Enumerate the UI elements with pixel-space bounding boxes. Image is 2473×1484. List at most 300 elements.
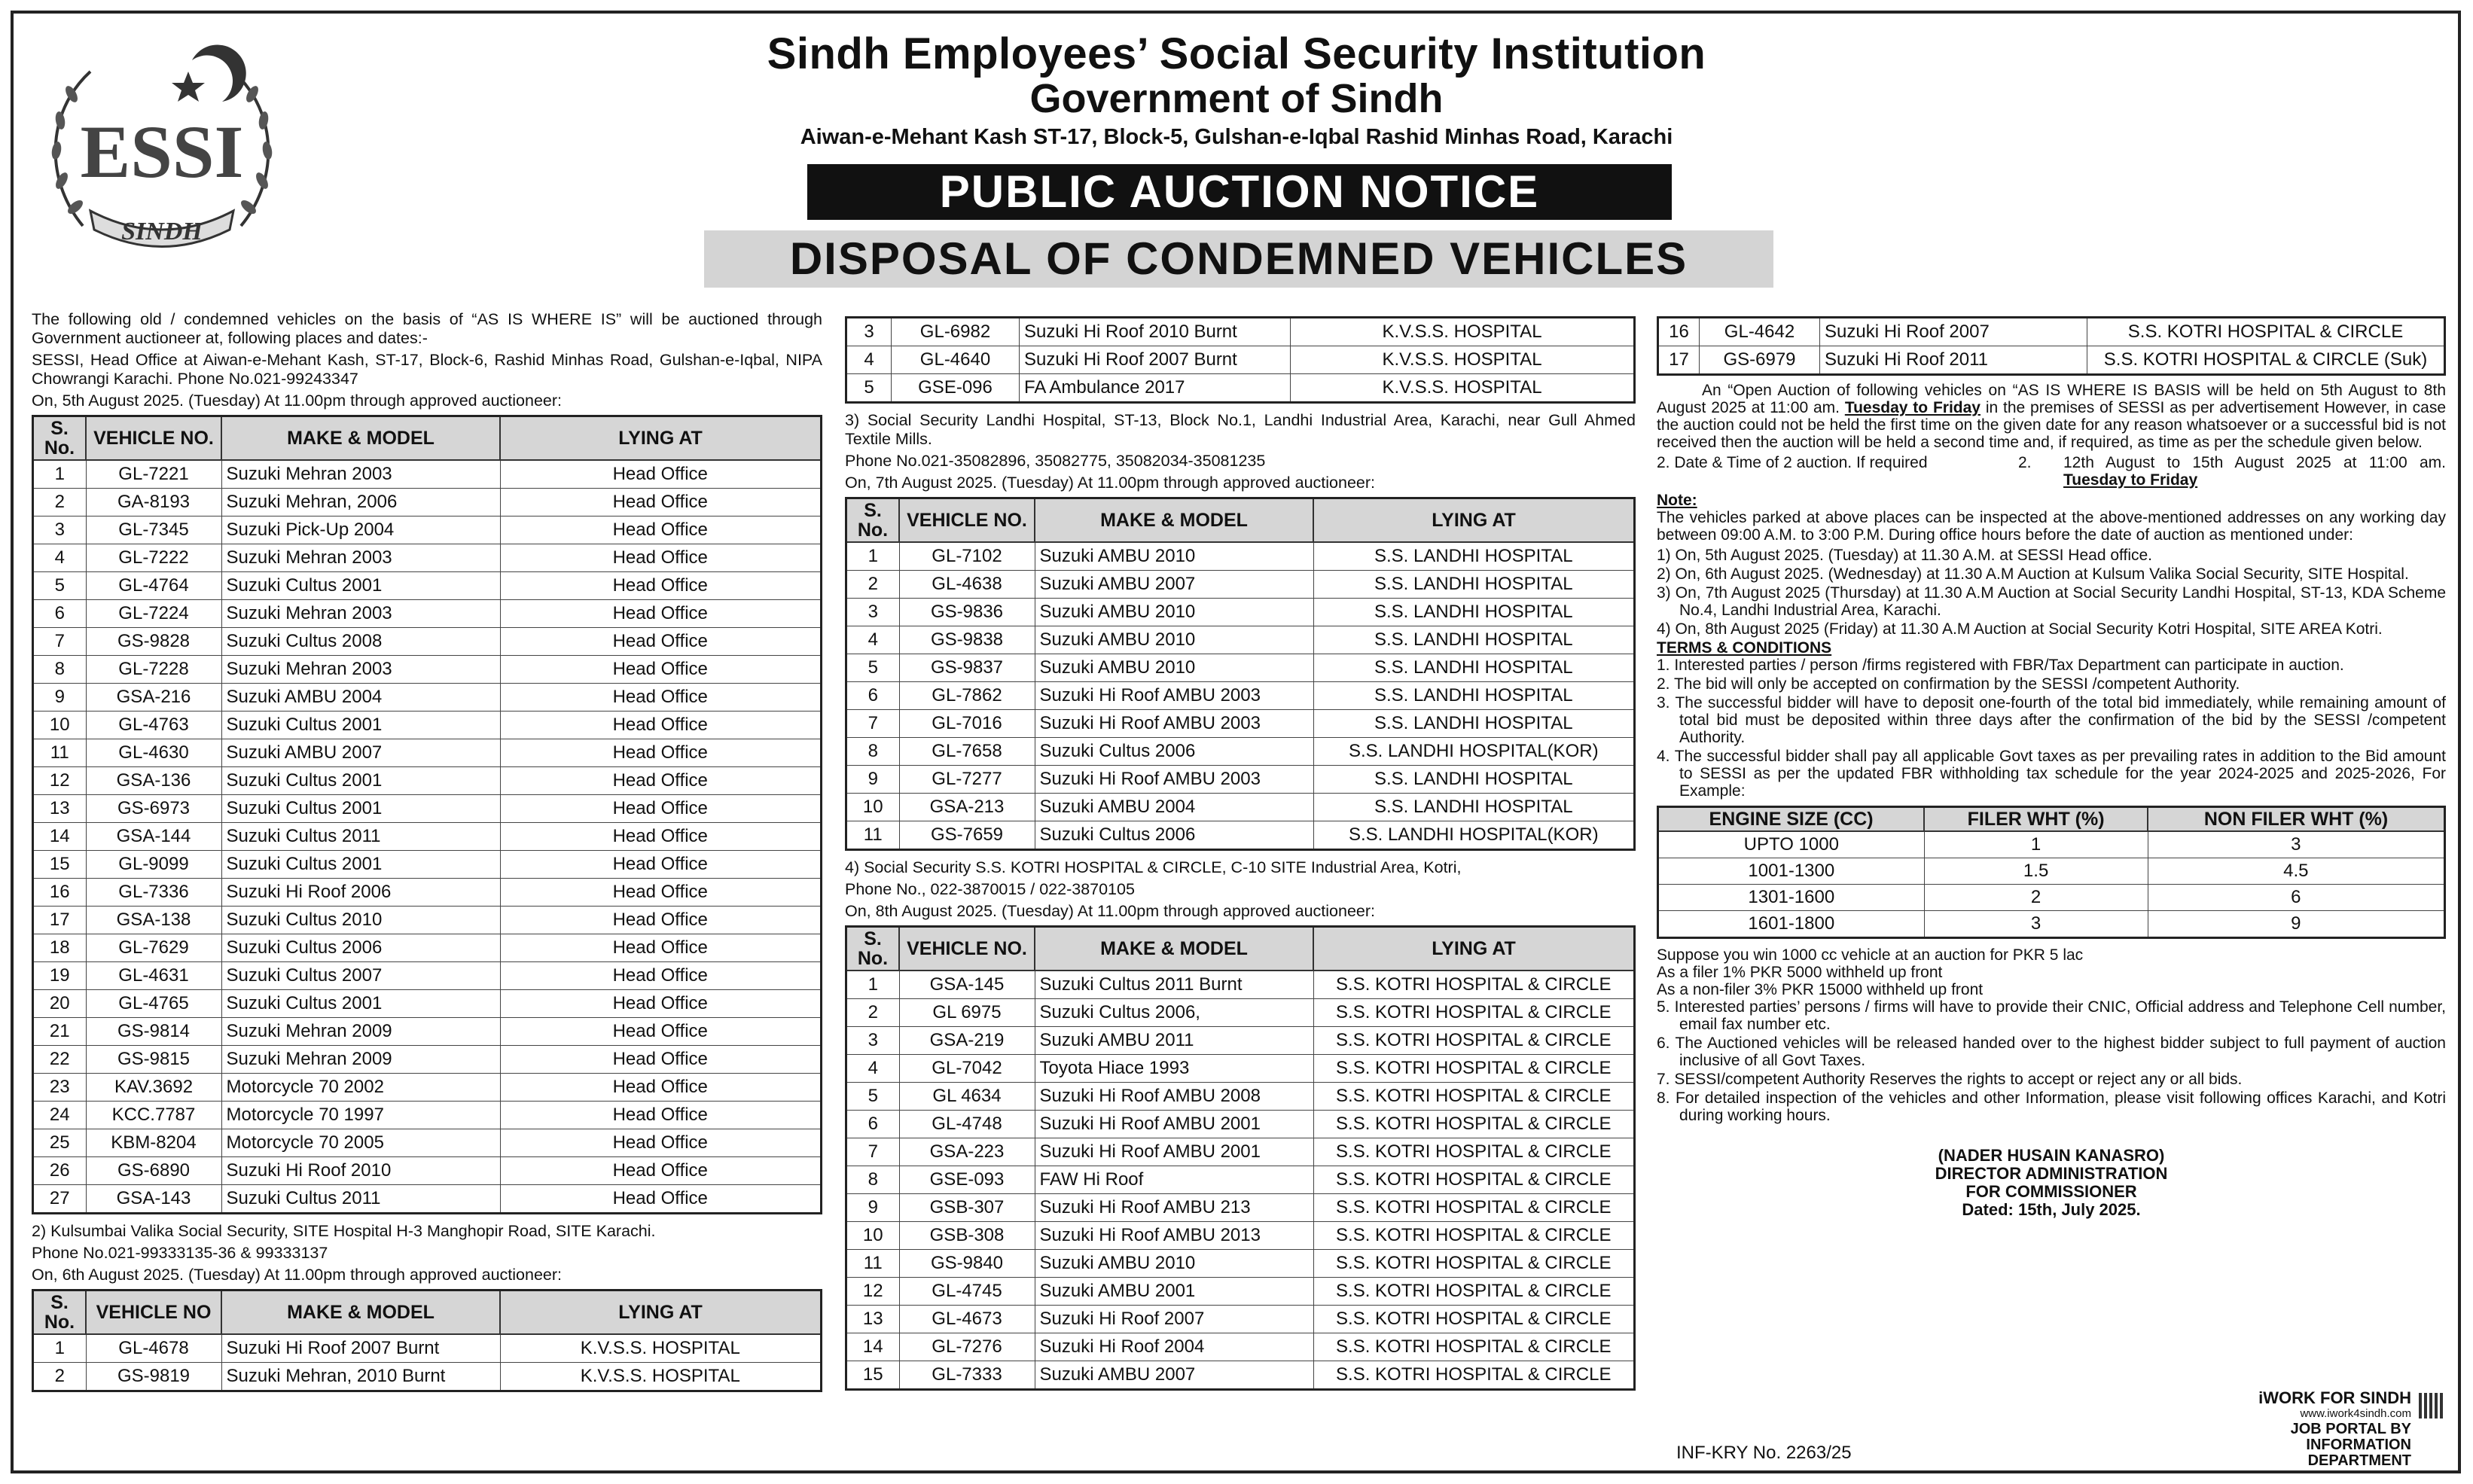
sno-cell: 8 — [846, 738, 900, 766]
make-model-cell: Suzuki Cultus 2006, — [1035, 999, 1313, 1027]
landhi-row — [846, 738, 1635, 766]
head-office-row — [33, 795, 822, 823]
vehicle-no-cell: GS-9819 — [86, 1363, 221, 1391]
kotri-row — [846, 1111, 1635, 1138]
vehicle-no-cell: GL-7629 — [86, 934, 221, 962]
note-item: 4) On, 8th August 2025 (Friday) at 11.30 A.M Auction at Social Security Kotri Hospital, SITE AREA Kotri. — [1657, 620, 2383, 638]
vehicle-no-cell: KCC.7787 — [86, 1102, 221, 1129]
sno-cell: 17 — [1658, 346, 1700, 375]
vehicle-no-cell: GL 6975 — [899, 999, 1035, 1027]
tax-cell: 1.5 — [1924, 858, 2148, 885]
term-item: 5. Interested parties’ persons / firms will have to provide their CNIC, Official address and Telephone Cell number, email fax number etc. — [1657, 998, 2446, 1033]
head-office-row — [33, 1102, 822, 1129]
sno-cell: 5 — [846, 1083, 900, 1111]
sno-cell: 27 — [33, 1185, 87, 1214]
head-office-row — [33, 517, 822, 544]
vehicle-no-cell: GL-7862 — [899, 682, 1035, 710]
make-model-cell: Motorcycle 70 2005 — [221, 1129, 500, 1157]
tax-table — [1657, 806, 2446, 939]
vehicle-no-cell: GSE-096 — [892, 374, 1020, 403]
sno-cell: 14 — [33, 823, 87, 851]
vehicle-no-cell: GL-4748 — [899, 1111, 1035, 1138]
lying-at-cell: S.S. KOTRI HOSPITAL & CIRCLE — [2087, 318, 2445, 346]
landhi-vehicle-table — [845, 497, 1636, 851]
make-model-cell: Suzuki Hi Roof AMBU 2003 — [1035, 682, 1313, 710]
vehicle-no-cell: GSA-219 — [899, 1027, 1035, 1055]
vehicle-no-cell: GL-7228 — [86, 656, 221, 684]
vehicle-no-cell: GL-4765 — [86, 990, 221, 1018]
lying-at-cell: S.S. KOTRI HOSPITAL & CIRCLE — [1313, 1250, 1635, 1278]
vehicle-no-cell: GSB-308 — [899, 1222, 1035, 1250]
make-model-cell: Suzuki Cultus 2001 — [221, 795, 500, 823]
sno-cell: 2 — [33, 489, 87, 517]
kvss-row — [846, 346, 1635, 374]
make-model-cell: Suzuki AMBU 2010 — [1035, 654, 1313, 682]
tax-example — [1657, 946, 2446, 998]
kotri-vehicle-table-part1 — [845, 925, 1636, 1391]
sno-cell: 24 — [33, 1102, 87, 1129]
vehicle-no-cell: GS-9840 — [899, 1250, 1035, 1278]
make-model-cell: Suzuki Cultus 2011 — [221, 823, 500, 851]
tax-header: FILER WHT (%) — [1924, 807, 2148, 832]
vehicle-no-cell: GSA-213 — [899, 794, 1035, 821]
logo-sindh-text: SINDH — [121, 218, 203, 245]
sno-cell: 3 — [33, 517, 87, 544]
make-model-cell: Suzuki Hi Roof 2004 — [1035, 1333, 1313, 1361]
vehicle-no-cell: GL-4638 — [899, 571, 1035, 599]
second-auction-row: 2. Date & Time of 2 auction. If required 2. 12th August to 15th August 2025 at 11:00 am. Tuesday to Friday — [1657, 454, 2446, 489]
sno-cell: 9 — [846, 1194, 900, 1222]
lying-at-cell: Head Office — [500, 1018, 822, 1046]
lying-at-cell: K.V.S.S. HOSPITAL — [1291, 318, 1635, 346]
sno-cell: 6 — [33, 600, 87, 628]
example-line: As a filer 1% PKR 5000 withheld up front — [1657, 964, 1943, 981]
lying-at-cell: S.S. KOTRI HOSPITAL & CIRCLE — [1313, 1333, 1635, 1361]
sno-cell: 5 — [846, 654, 900, 682]
lying-at-cell: Head Office — [500, 851, 822, 879]
make-model-cell: Suzuki AMBU 2007 — [1035, 1361, 1313, 1390]
i-icon: i — [2258, 1388, 2264, 1407]
make-model-cell: Suzuki Mehran 2003 — [221, 460, 500, 489]
make-model-cell: Suzuki Mehran 2009 — [221, 1046, 500, 1074]
col-make: MAKE & MODEL — [221, 416, 500, 461]
lying-at-cell: K.V.S.S. HOSPITAL — [1291, 346, 1635, 374]
lying-at-cell: Head Office — [500, 628, 822, 656]
make-model-cell: Suzuki Hi Roof AMBU 2003 — [1035, 710, 1313, 738]
tax-cell: 4.5 — [2148, 858, 2444, 885]
vehicle-no-cell: GL-7042 — [899, 1055, 1035, 1083]
lying-at-cell: Head Office — [500, 934, 822, 962]
sno-cell: 9 — [33, 684, 87, 712]
kotri-row — [1658, 346, 2445, 375]
head-office-row — [33, 1074, 822, 1102]
landhi-row — [846, 571, 1635, 599]
col-lying: LYING AT — [500, 416, 822, 461]
make-model-cell: Suzuki Hi Roof AMBU 2001 — [1035, 1138, 1313, 1166]
lying-at-cell: S.S. LANDHI HOSPITAL(KOR) — [1313, 821, 1635, 850]
col-vehicle: VEHICLE NO — [86, 1291, 221, 1335]
lying-at-cell: K.V.S.S. HOSPITAL — [500, 1334, 822, 1363]
head-office-row — [33, 962, 822, 990]
vehicle-no-cell: GSA-136 — [86, 767, 221, 795]
lying-at-cell: Head Office — [500, 656, 822, 684]
sno-cell: 11 — [33, 739, 87, 767]
make-model-cell: Suzuki AMBU 2007 — [1035, 571, 1313, 599]
col-lying: LYING AT — [1313, 498, 1635, 543]
sno-cell: 6 — [846, 682, 900, 710]
inf-number: INF-KRY No. 2263/25 — [1676, 1443, 1852, 1463]
lying-at-cell: S.S. KOTRI HOSPITAL & CIRCLE — [1313, 1166, 1635, 1194]
tax-cell: 1 — [1924, 831, 2148, 858]
head-office-row — [33, 934, 822, 962]
vehicle-no-cell: GSA-143 — [86, 1185, 221, 1214]
column-2 — [845, 316, 1636, 1398]
sno-cell: 10 — [846, 794, 900, 821]
lying-at-cell: S.S. KOTRI HOSPITAL & CIRCLE — [1313, 1138, 1635, 1166]
vehicle-no-cell: GS-9836 — [899, 599, 1035, 626]
vehicle-no-cell: GSA-144 — [86, 823, 221, 851]
vehicle-no-cell: GL-7345 — [86, 517, 221, 544]
tax-cell: 6 — [2148, 885, 2444, 911]
term-item: 7. SESSI/competent Authority Reserves the rights to accept or reject any or all bids. — [1657, 1071, 2243, 1088]
sno-cell: 3 — [846, 599, 900, 626]
sno-cell: 1 — [846, 971, 900, 999]
make-model-cell: Suzuki Cultus 2008 — [221, 628, 500, 656]
make-model-cell: Suzuki Mehran, 2010 Burnt — [221, 1363, 500, 1391]
col-sno: S. No. — [846, 498, 900, 543]
vehicle-no-cell: GL-4640 — [892, 346, 1020, 374]
make-model-cell: Suzuki Hi Roof 2010 Burnt — [1020, 318, 1291, 346]
sno-cell: 12 — [846, 1278, 900, 1306]
col-make: MAKE & MODEL — [221, 1291, 500, 1335]
lying-at-cell: Head Office — [500, 1185, 822, 1214]
make-model-cell: Suzuki AMBU 2010 — [1035, 626, 1313, 654]
lying-at-cell: S.S. KOTRI HOSPITAL & CIRCLE — [1313, 1083, 1635, 1111]
kotri-row — [846, 1027, 1635, 1055]
lying-at-cell: Head Office — [500, 460, 822, 489]
sno-cell: 23 — [33, 1074, 87, 1102]
sno-cell: 16 — [33, 879, 87, 907]
lying-at-cell: Head Office — [500, 767, 822, 795]
lying-at-cell: Head Office — [500, 544, 822, 572]
make-model-cell: Suzuki Cultus 2001 — [221, 572, 500, 600]
kvss-row — [846, 318, 1635, 346]
lying-at-cell: Head Office — [500, 962, 822, 990]
kotri-vehicle-table-part2 — [1657, 316, 2446, 376]
head-office-row — [33, 656, 822, 684]
terms-list-b — [1657, 998, 2446, 1124]
lying-at-cell: S.S. LANDHI HOSPITAL — [1313, 710, 1635, 738]
sno-cell: 18 — [33, 934, 87, 962]
vehicle-no-cell: GS-6890 — [86, 1157, 221, 1185]
head-office-row — [33, 767, 822, 795]
vehicle-no-cell: KBM-8204 — [86, 1129, 221, 1157]
vehicle-no-cell: GL-4745 — [899, 1278, 1035, 1306]
tax-header: ENGINE SIZE (CC) — [1658, 807, 1925, 832]
make-model-cell: Suzuki Cultus 2006 — [221, 934, 500, 962]
sno-cell: 15 — [33, 851, 87, 879]
kotri-row — [846, 1166, 1635, 1194]
tax-cell: 1001-1300 — [1658, 858, 1925, 885]
lying-at-cell: Head Office — [500, 600, 822, 628]
lying-at-cell: S.S. LANDHI HOSPITAL — [1313, 571, 1635, 599]
note-item: 3) On, 7th August 2025 (Thursday) at 11.30 A.M Auction at Social Security Landhi Hospital, ST-13, KDA Scheme No.4, Landhi Industrial Area, Karachi. — [1657, 584, 2446, 619]
make-model-cell: Motorcycle 70 2002 — [221, 1074, 500, 1102]
lying-at-cell: S.S. LANDHI HOSPITAL — [1313, 682, 1635, 710]
sno-cell: 3 — [846, 318, 892, 346]
kotri-row — [846, 999, 1635, 1027]
make-model-cell: Suzuki Hi Roof 2007 Burnt — [1020, 346, 1291, 374]
tax-row — [1658, 885, 2445, 911]
lying-at-cell: Head Office — [500, 1074, 822, 1102]
sno-cell: 7 — [846, 710, 900, 738]
vehicle-no-cell: GL-7221 — [86, 460, 221, 489]
vehicle-no-cell: GL-6982 — [892, 318, 1020, 346]
tax-cell: 9 — [2148, 911, 2444, 938]
make-model-cell: Suzuki Hi Roof 2006 — [221, 879, 500, 907]
sno-cell: 20 — [33, 990, 87, 1018]
sno-cell: 5 — [33, 572, 87, 600]
lying-at-cell: Head Office — [500, 990, 822, 1018]
note-heading: Note: — [1657, 492, 1697, 509]
vehicle-no-cell: GL-7102 — [899, 542, 1035, 571]
tax-row — [1658, 831, 2445, 858]
vehicle-no-cell: GSA-223 — [899, 1138, 1035, 1166]
vehicle-no-cell: GL-4642 — [1700, 318, 1820, 346]
lying-at-cell: Head Office — [500, 1046, 822, 1074]
kotri-row — [846, 1250, 1635, 1278]
kotri-date: On, 8th August 2025. (Tuesday) At 11.00pm through approved auctioneer: — [845, 902, 1375, 920]
kotri-row — [846, 1083, 1635, 1111]
vehicle-no-cell: KAV.3692 — [86, 1074, 221, 1102]
sno-cell: 19 — [33, 962, 87, 990]
sno-cell: 16 — [1658, 318, 1700, 346]
sno-cell: 4 — [33, 544, 87, 572]
terms-heading: TERMS & CONDITIONS — [1657, 639, 1832, 657]
kotri-row — [846, 1278, 1635, 1306]
make-model-cell: Suzuki Hi Roof 2007 — [1820, 318, 2087, 346]
example-line: As a non-filer 3% PKR 15000 withheld up front — [1657, 981, 1984, 998]
tax-row — [1658, 858, 2445, 885]
tax-cell: 3 — [2148, 831, 2444, 858]
intro-text: The following old / condemned vehicles on the basis of “AS IS WHERE IS” will be auctioned through Government auctioneer at, following places and dates:- — [32, 310, 822, 347]
vehicle-no-cell: GS-7659 — [899, 821, 1035, 850]
lying-at-cell: S.S. KOTRI HOSPITAL & CIRCLE — [1313, 1306, 1635, 1333]
lying-at-cell: S.S. KOTRI HOSPITAL & CIRCLE (Suk) — [2087, 346, 2445, 375]
make-model-cell: Suzuki Hi Roof AMBU 2001 — [1035, 1111, 1313, 1138]
col-vehicle: VEHICLE NO. — [86, 416, 221, 461]
make-model-cell: Motorcycle 70 1997 — [221, 1102, 500, 1129]
vehicle-no-cell: GL-7277 — [899, 766, 1035, 794]
make-model-cell: Suzuki Pick-Up 2004 — [221, 517, 500, 544]
make-model-cell: Suzuki AMBU 2001 — [1035, 1278, 1313, 1306]
sno-cell: 1 — [33, 1334, 87, 1363]
make-model-cell: Suzuki Mehran 2003 — [221, 600, 500, 628]
kotri-row — [846, 1138, 1635, 1166]
landhi-date: On, 7th August 2025. (Tuesday) At 11.00pm through approved auctioneer: — [845, 474, 1375, 492]
vehicle-no-cell: GL-7016 — [899, 710, 1035, 738]
col-sno: S. No. — [846, 927, 900, 971]
make-model-cell: Suzuki AMBU 2004 — [221, 684, 500, 712]
make-model-cell: Suzuki Cultus 2007 — [221, 962, 500, 990]
make-model-cell: Suzuki Cultus 2011 — [221, 1185, 500, 1214]
lying-at-cell: Head Office — [500, 739, 822, 767]
vehicle-no-cell: GL-7276 — [899, 1333, 1035, 1361]
kotri-row — [846, 1333, 1635, 1361]
sno-cell: 2 — [846, 571, 900, 599]
vehicle-no-cell: GS-9837 — [899, 654, 1035, 682]
head-office-row — [33, 489, 822, 517]
landhi-row — [846, 794, 1635, 821]
kvss-row — [33, 1363, 822, 1391]
head-office-address: SESSI, Head Office at Aiwan-e-Mehant Kash, ST-17, Block-6, Rashid Minhas Road, Gulshan-e-Iqbal, NIPA Chowrangi Karachi. Phone No.021-99243347 — [32, 351, 822, 388]
sno-cell: 12 — [33, 767, 87, 795]
landhi-row — [846, 599, 1635, 626]
col-lying: LYING AT — [1313, 927, 1635, 971]
vehicle-no-cell: GL-7224 — [86, 600, 221, 628]
landhi-row — [846, 654, 1635, 682]
head-office-row — [33, 460, 822, 489]
landhi-row — [846, 682, 1635, 710]
make-model-cell: Suzuki Cultus 2001 — [221, 990, 500, 1018]
kotri-address: 4) Social Security S.S. KOTRI HOSPITAL & CIRCLE, C-10 SITE Industrial Area, Kotri, — [845, 858, 1462, 876]
make-model-cell: Suzuki Cultus 2001 — [221, 767, 500, 795]
vehicle-no-cell: GS-9838 — [899, 626, 1035, 654]
lying-at-cell: S.S. LANDHI HOSPITAL — [1313, 794, 1635, 821]
make-model-cell: Suzuki AMBU 2010 — [1035, 599, 1313, 626]
make-model-cell: Suzuki Cultus 2011 Burnt — [1035, 971, 1313, 999]
head-office-row — [33, 544, 822, 572]
vehicle-no-cell: GL-4630 — [86, 739, 221, 767]
lying-at-cell: Head Office — [500, 572, 822, 600]
head-office-row — [33, 572, 822, 600]
col-vehicle: VEHICLE NO. — [899, 498, 1035, 543]
kotri-row — [846, 1194, 1635, 1222]
kvss-phone: Phone No.021-99333135-36 & 99333137 — [32, 1244, 328, 1262]
make-model-cell: FA Ambulance 2017 — [1020, 374, 1291, 403]
sno-cell: 4 — [846, 346, 892, 374]
terms-list-a — [1657, 657, 2446, 800]
vehicle-no-cell: GL 4634 — [899, 1083, 1035, 1111]
vehicle-no-cell: GL-7333 — [899, 1361, 1035, 1390]
lying-at-cell: S.S. KOTRI HOSPITAL & CIRCLE — [1313, 1278, 1635, 1306]
lying-at-cell: K.V.S.S. HOSPITAL — [1291, 374, 1635, 403]
column-1 — [32, 310, 822, 1400]
make-model-cell: Toyota Hiace 1993 — [1035, 1055, 1313, 1083]
make-model-cell: Suzuki Mehran 2003 — [221, 544, 500, 572]
term-item: 8. For detailed inspection of the vehicles and other Information, please visit following offices Karachi, and Kotri during working hours. — [1657, 1089, 2446, 1124]
kotri-row — [846, 1222, 1635, 1250]
sno-cell: 3 — [846, 1027, 900, 1055]
make-model-cell: Suzuki Mehran 2009 — [221, 1018, 500, 1046]
make-model-cell: FAW Hi Roof — [1035, 1166, 1313, 1194]
make-model-cell: Suzuki Mehran 2003 — [221, 656, 500, 684]
landhi-row — [846, 626, 1635, 654]
vehicle-no-cell: GSA-138 — [86, 907, 221, 934]
institution-address: Aiwan-e-Mehant Kash ST-17, Block-5, Gulshan-e-Iqbal Rashid Minhas Road, Karachi — [800, 125, 1673, 149]
sno-cell: 2 — [33, 1363, 87, 1391]
lying-at-cell: Head Office — [500, 907, 822, 934]
make-model-cell: Suzuki Hi Roof 2011 — [1820, 346, 2087, 375]
note-item: 1) On, 5th August 2025. (Tuesday) at 11.30 A.M. at SESSI Head office. — [1657, 547, 2152, 564]
make-model-cell: Suzuki Cultus 2001 — [221, 851, 500, 879]
lying-at-cell: S.S. KOTRI HOSPITAL & CIRCLE — [1313, 999, 1635, 1027]
kvss-row — [846, 374, 1635, 403]
lying-at-cell: Head Office — [500, 1157, 822, 1185]
make-model-cell: Suzuki Mehran, 2006 — [221, 489, 500, 517]
government-name: Government of Sindh — [1029, 76, 1444, 121]
sno-cell: 14 — [846, 1333, 900, 1361]
sno-cell: 25 — [33, 1129, 87, 1157]
lying-at-cell: Head Office — [500, 823, 822, 851]
sno-cell: 4 — [846, 626, 900, 654]
make-model-cell: Suzuki AMBU 2010 — [1035, 542, 1313, 571]
note-list — [1657, 547, 2446, 638]
lying-at-cell: Head Office — [500, 489, 822, 517]
col-make: MAKE & MODEL — [1035, 498, 1313, 543]
term-item: 1. Interested parties / person /firms registered with FBR/Tax Department can participate in auction. — [1657, 657, 2344, 674]
lying-at-cell: Head Office — [500, 712, 822, 739]
tax-header: NON FILER WHT (%) — [2148, 807, 2444, 832]
tax-cell: UPTO 1000 — [1658, 831, 1925, 858]
vehicle-no-cell: GA-8193 — [86, 489, 221, 517]
sno-cell: 7 — [846, 1138, 900, 1166]
landhi-row — [846, 542, 1635, 571]
term-item: 4. The successful bidder shall pay all applicable Govt taxes as per prevailing rates in addition to the Bid amount to SESSI as per the updated FBR withholding tax schedule for the year 2024-2025 and 2025-2026, For Example: — [1657, 748, 2446, 800]
make-model-cell: Suzuki AMBU 2007 — [221, 739, 500, 767]
head-office-row — [33, 990, 822, 1018]
make-model-cell: Suzuki Cultus 2006 — [1035, 738, 1313, 766]
lying-at-cell: S.S. LANDHI HOSPITAL — [1313, 599, 1635, 626]
tax-cell: 2 — [1924, 885, 2148, 911]
col-sno: S. No. — [33, 1291, 87, 1335]
lying-at-cell: K.V.S.S. HOSPITAL — [500, 1363, 822, 1391]
make-model-cell: Suzuki Cultus 2001 — [221, 712, 500, 739]
note-text: The vehicles parked at above places can be inspected at the above-mentioned addresses on any working day between 09:00 A.M. to 3:00 P.M. During office hours before the date of auction as mentioned under: — [1657, 509, 2446, 544]
vehicle-no-cell: GL-4678 — [86, 1334, 221, 1363]
lying-at-cell: S.S. KOTRI HOSPITAL & CIRCLE — [1313, 1361, 1635, 1390]
make-model-cell: Suzuki Cultus 2006 — [1035, 821, 1313, 850]
vehicle-no-cell: GL-7222 — [86, 544, 221, 572]
vehicle-no-cell: GS-6979 — [1700, 346, 1820, 375]
landhi-address: 3) Social Security Landhi Hospital, ST-13, Block No.1, Landhi Industrial Area, Karachi, near Gull Ahmed Textile Mills. — [845, 411, 1636, 448]
lying-at-cell: S.S. KOTRI HOSPITAL & CIRCLE — [1313, 971, 1635, 999]
lying-at-cell: Head Office — [500, 1129, 822, 1157]
head-office-row — [33, 1185, 822, 1214]
vehicle-no-cell: GL-4764 — [86, 572, 221, 600]
head-office-row — [33, 600, 822, 628]
head-office-row — [33, 684, 822, 712]
kotri-row — [846, 1055, 1635, 1083]
vehicle-no-cell: GL-7658 — [899, 738, 1035, 766]
kvss-address: 2) Kulsumbai Valika Social Security, SITE Hospital H-3 Manghopir Road, SITE Karachi. — [32, 1222, 656, 1240]
sno-cell: 11 — [846, 1250, 900, 1278]
landhi-row — [846, 766, 1635, 794]
lying-at-cell: Head Office — [500, 795, 822, 823]
note-item: 2) On, 6th August 2025. (Wednesday) at 11.30 A.M Auction at Kulsum Valika Social Security, SITE Hospital. — [1657, 565, 2409, 583]
lying-at-cell: S.S. KOTRI HOSPITAL & CIRCLE — [1313, 1222, 1635, 1250]
lying-at-cell: S.S. LANDHI HOSPITAL — [1313, 766, 1635, 794]
vehicle-no-cell: GS-9815 — [86, 1046, 221, 1074]
notice-title: PUBLIC AUCTION NOTICE — [807, 164, 1672, 220]
sno-cell: 13 — [846, 1306, 900, 1333]
sno-cell: 2 — [846, 999, 900, 1027]
logo-essi-text: ESSI — [80, 110, 244, 193]
make-model-cell: Suzuki AMBU 2010 — [1035, 1250, 1313, 1278]
head-office-row — [33, 1157, 822, 1185]
sno-cell: 10 — [846, 1222, 900, 1250]
example-line: Suppose you win 1000 cc vehicle at an auction for PKR 5 lac — [1657, 946, 2084, 964]
